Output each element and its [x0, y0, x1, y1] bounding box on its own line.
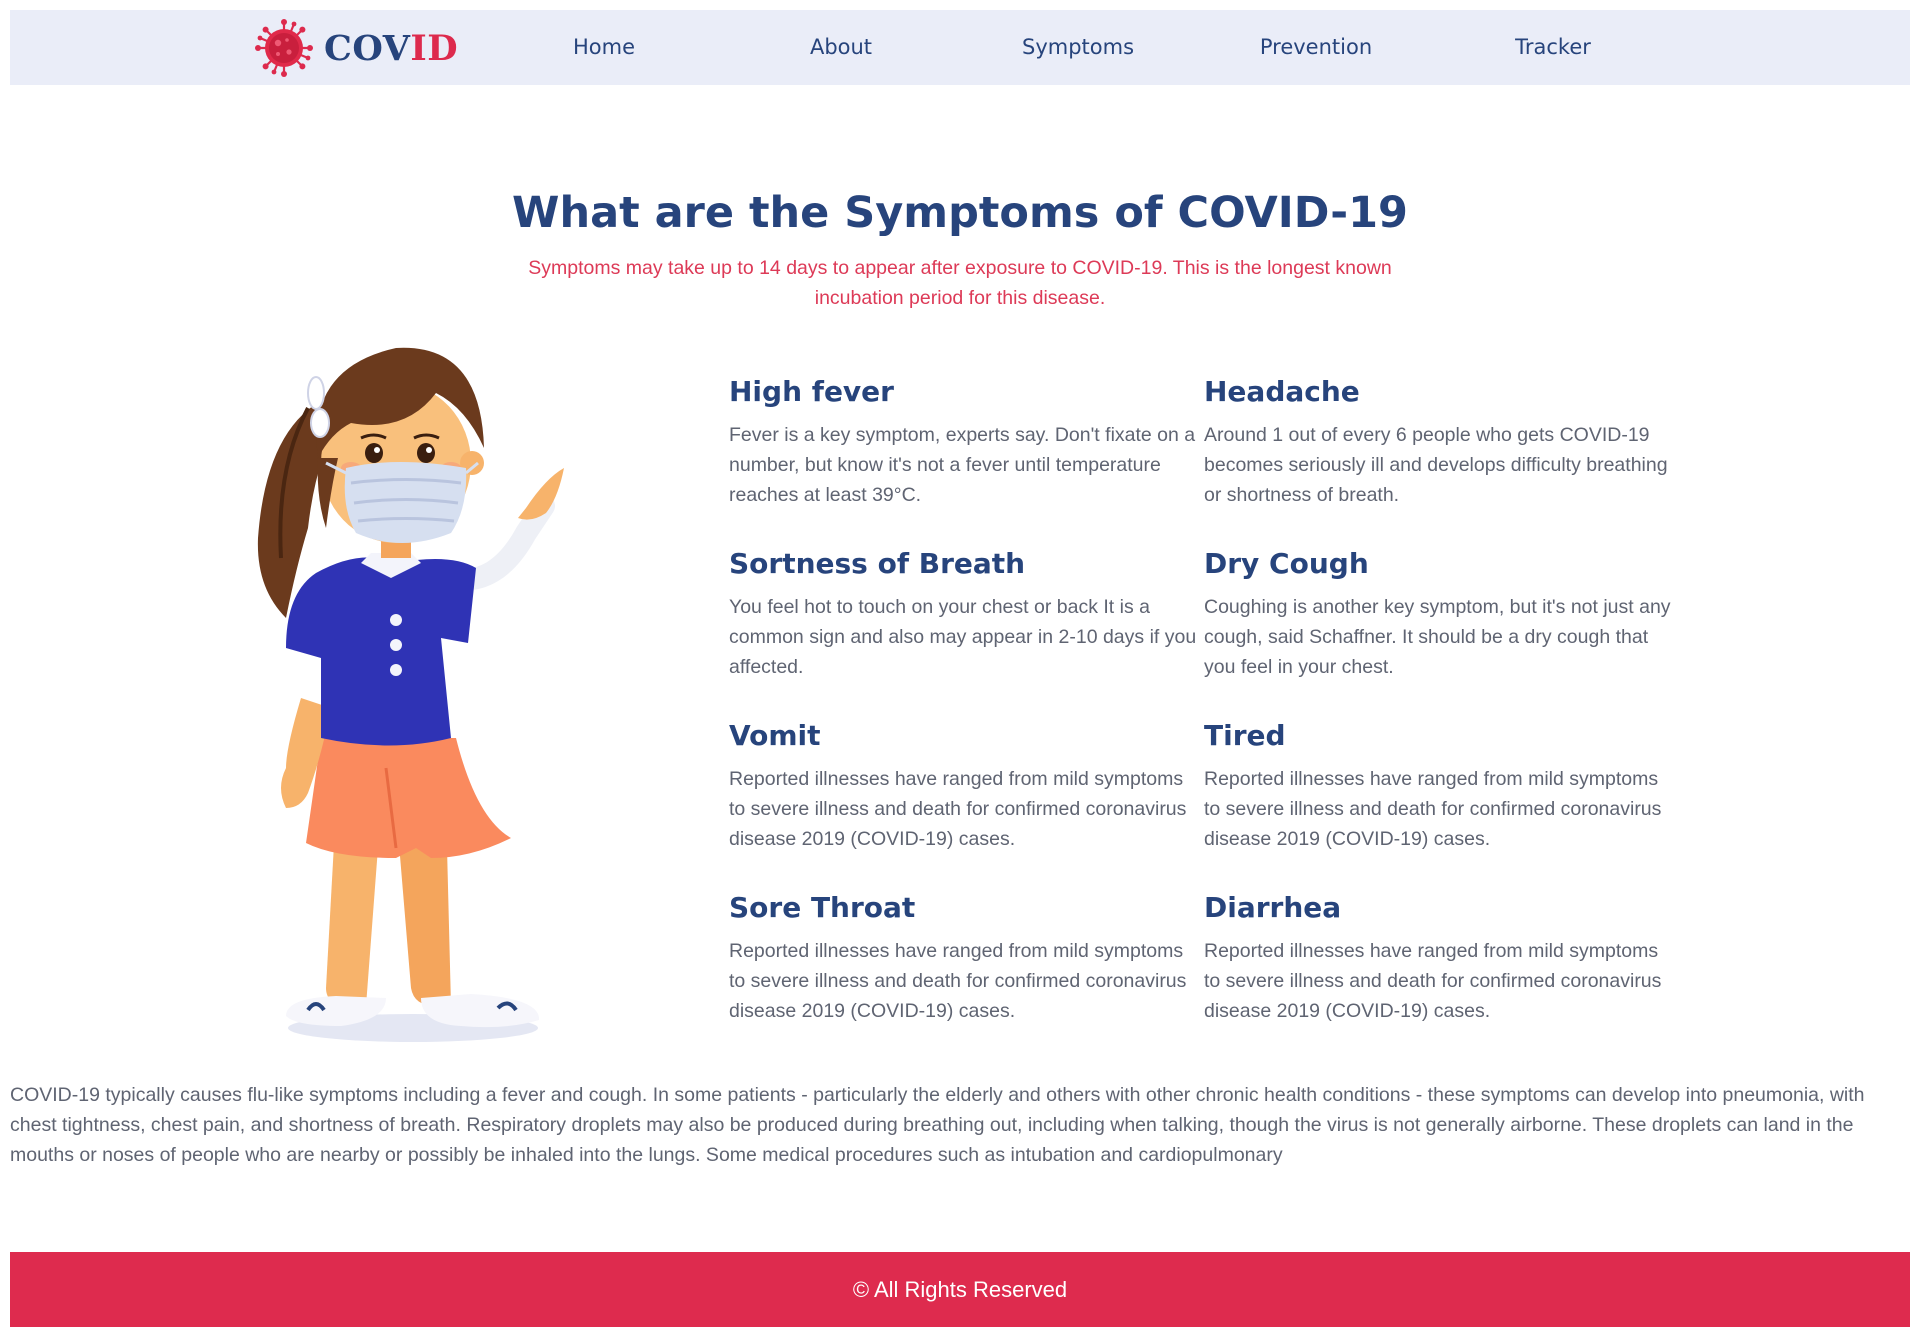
symptom-diarrhea — [1204, 890, 1679, 1026]
symptom-text: Reported illnesses have ranged from mild symptoms to severe illness and death for confirmed coronavirus disease 2019 (COVID-19) cases. — [1204, 940, 1662, 1022]
symptom-high-fever — [729, 374, 1204, 510]
nav-home[interactable]: Home — [572, 35, 636, 59]
symptom-dry-cough — [1204, 546, 1679, 682]
nav-about[interactable]: About — [809, 35, 873, 59]
symptom-text: Fever is a key symptom, experts say. Don't fixate on a number, but know it's not a fever until temperature reaches at least 39°C. — [729, 424, 1196, 506]
nav-tracker[interactable]: Tracker — [1515, 35, 1591, 59]
symptom-text: You feel hot to touch on your chest or back It is a common sign and also may appear in 2-10 days if you affected. — [729, 596, 1197, 678]
symptom-title: Sortness of Breath — [729, 547, 1026, 580]
symptom-title: High fever — [729, 375, 894, 408]
nav-prevention[interactable]: Prevention — [1259, 35, 1373, 59]
symptom-text: Reported illnesses have ranged from mild symptoms to severe illness and death for confirmed coronavirus disease 2019 (COVID-19) cases. — [1204, 768, 1662, 850]
symptom-shortness-of-breath — [729, 546, 1204, 682]
logo-text — [324, 27, 459, 69]
girl-with-mask-illustration — [246, 338, 636, 1053]
symptom-title: Vomit — [729, 719, 821, 752]
navbar — [10, 10, 1910, 85]
logo-text-id: ID — [410, 27, 459, 69]
symptom-title: Sore Throat — [729, 891, 916, 924]
symptom-title: Diarrhea — [1204, 891, 1342, 924]
symptom-title: Dry Cough — [1204, 547, 1369, 580]
virus-icon — [254, 18, 314, 78]
symptom-text: Reported illnesses have ranged from mild symptoms to severe illness and death for confirmed coronavirus disease 2019 (COVID-19) cases. — [729, 768, 1187, 850]
symptom-text: Reported illnesses have ranged from mild symptoms to severe illness and death for confirmed coronavirus disease 2019 (COVID-19) cases. — [729, 940, 1187, 1022]
symptom-headache — [1204, 374, 1679, 510]
symptom-tired — [1204, 718, 1679, 854]
covid-description: COVID-19 typically causes flu-like symptoms including a fever and cough. In some patients - particularly the elderly and others with other chronic health conditions - these symptoms can develop into pneumonia, with chest tightness, chest pain, and shortness of breath. Respiratory droplets may also be produced during breathing out, including when talking, though the virus is not generally airborne. These droplets can land in the mouths or noses of people who are nearby or possibly be inhaled into the lungs. Some medical procedures such as intubation and cardiopulmonary — [10, 1084, 1865, 1166]
symptom-text: Coughing is another key symptom, but it's not just any cough, said Schaffner. It should be a dry cough that you feel in your chest. — [1204, 596, 1671, 678]
nav-symptoms[interactable]: Symptoms — [1021, 35, 1135, 59]
footer: © All Rights Reserved — [10, 1252, 1910, 1327]
symptom-title: Headache — [1204, 375, 1360, 408]
symptom-sore-throat — [729, 890, 1204, 1026]
logo-text-cov: COV — [324, 27, 411, 69]
symptom-title: Tired — [1204, 719, 1286, 752]
page-subtitle: Symptoms may take up to 14 days to appear after exposure to COVID-19. This is the longest known incubation period for this disease. — [528, 257, 1392, 309]
page-title: What are the Symptoms of COVID-19 — [512, 188, 1408, 238]
symptom-text: Around 1 out of every 6 people who gets COVID-19 becomes seriously ill and develops difficulty breathing or shortness of breath. — [1204, 424, 1668, 506]
logo[interactable] — [254, 18, 458, 78]
symptom-vomit — [729, 718, 1204, 854]
